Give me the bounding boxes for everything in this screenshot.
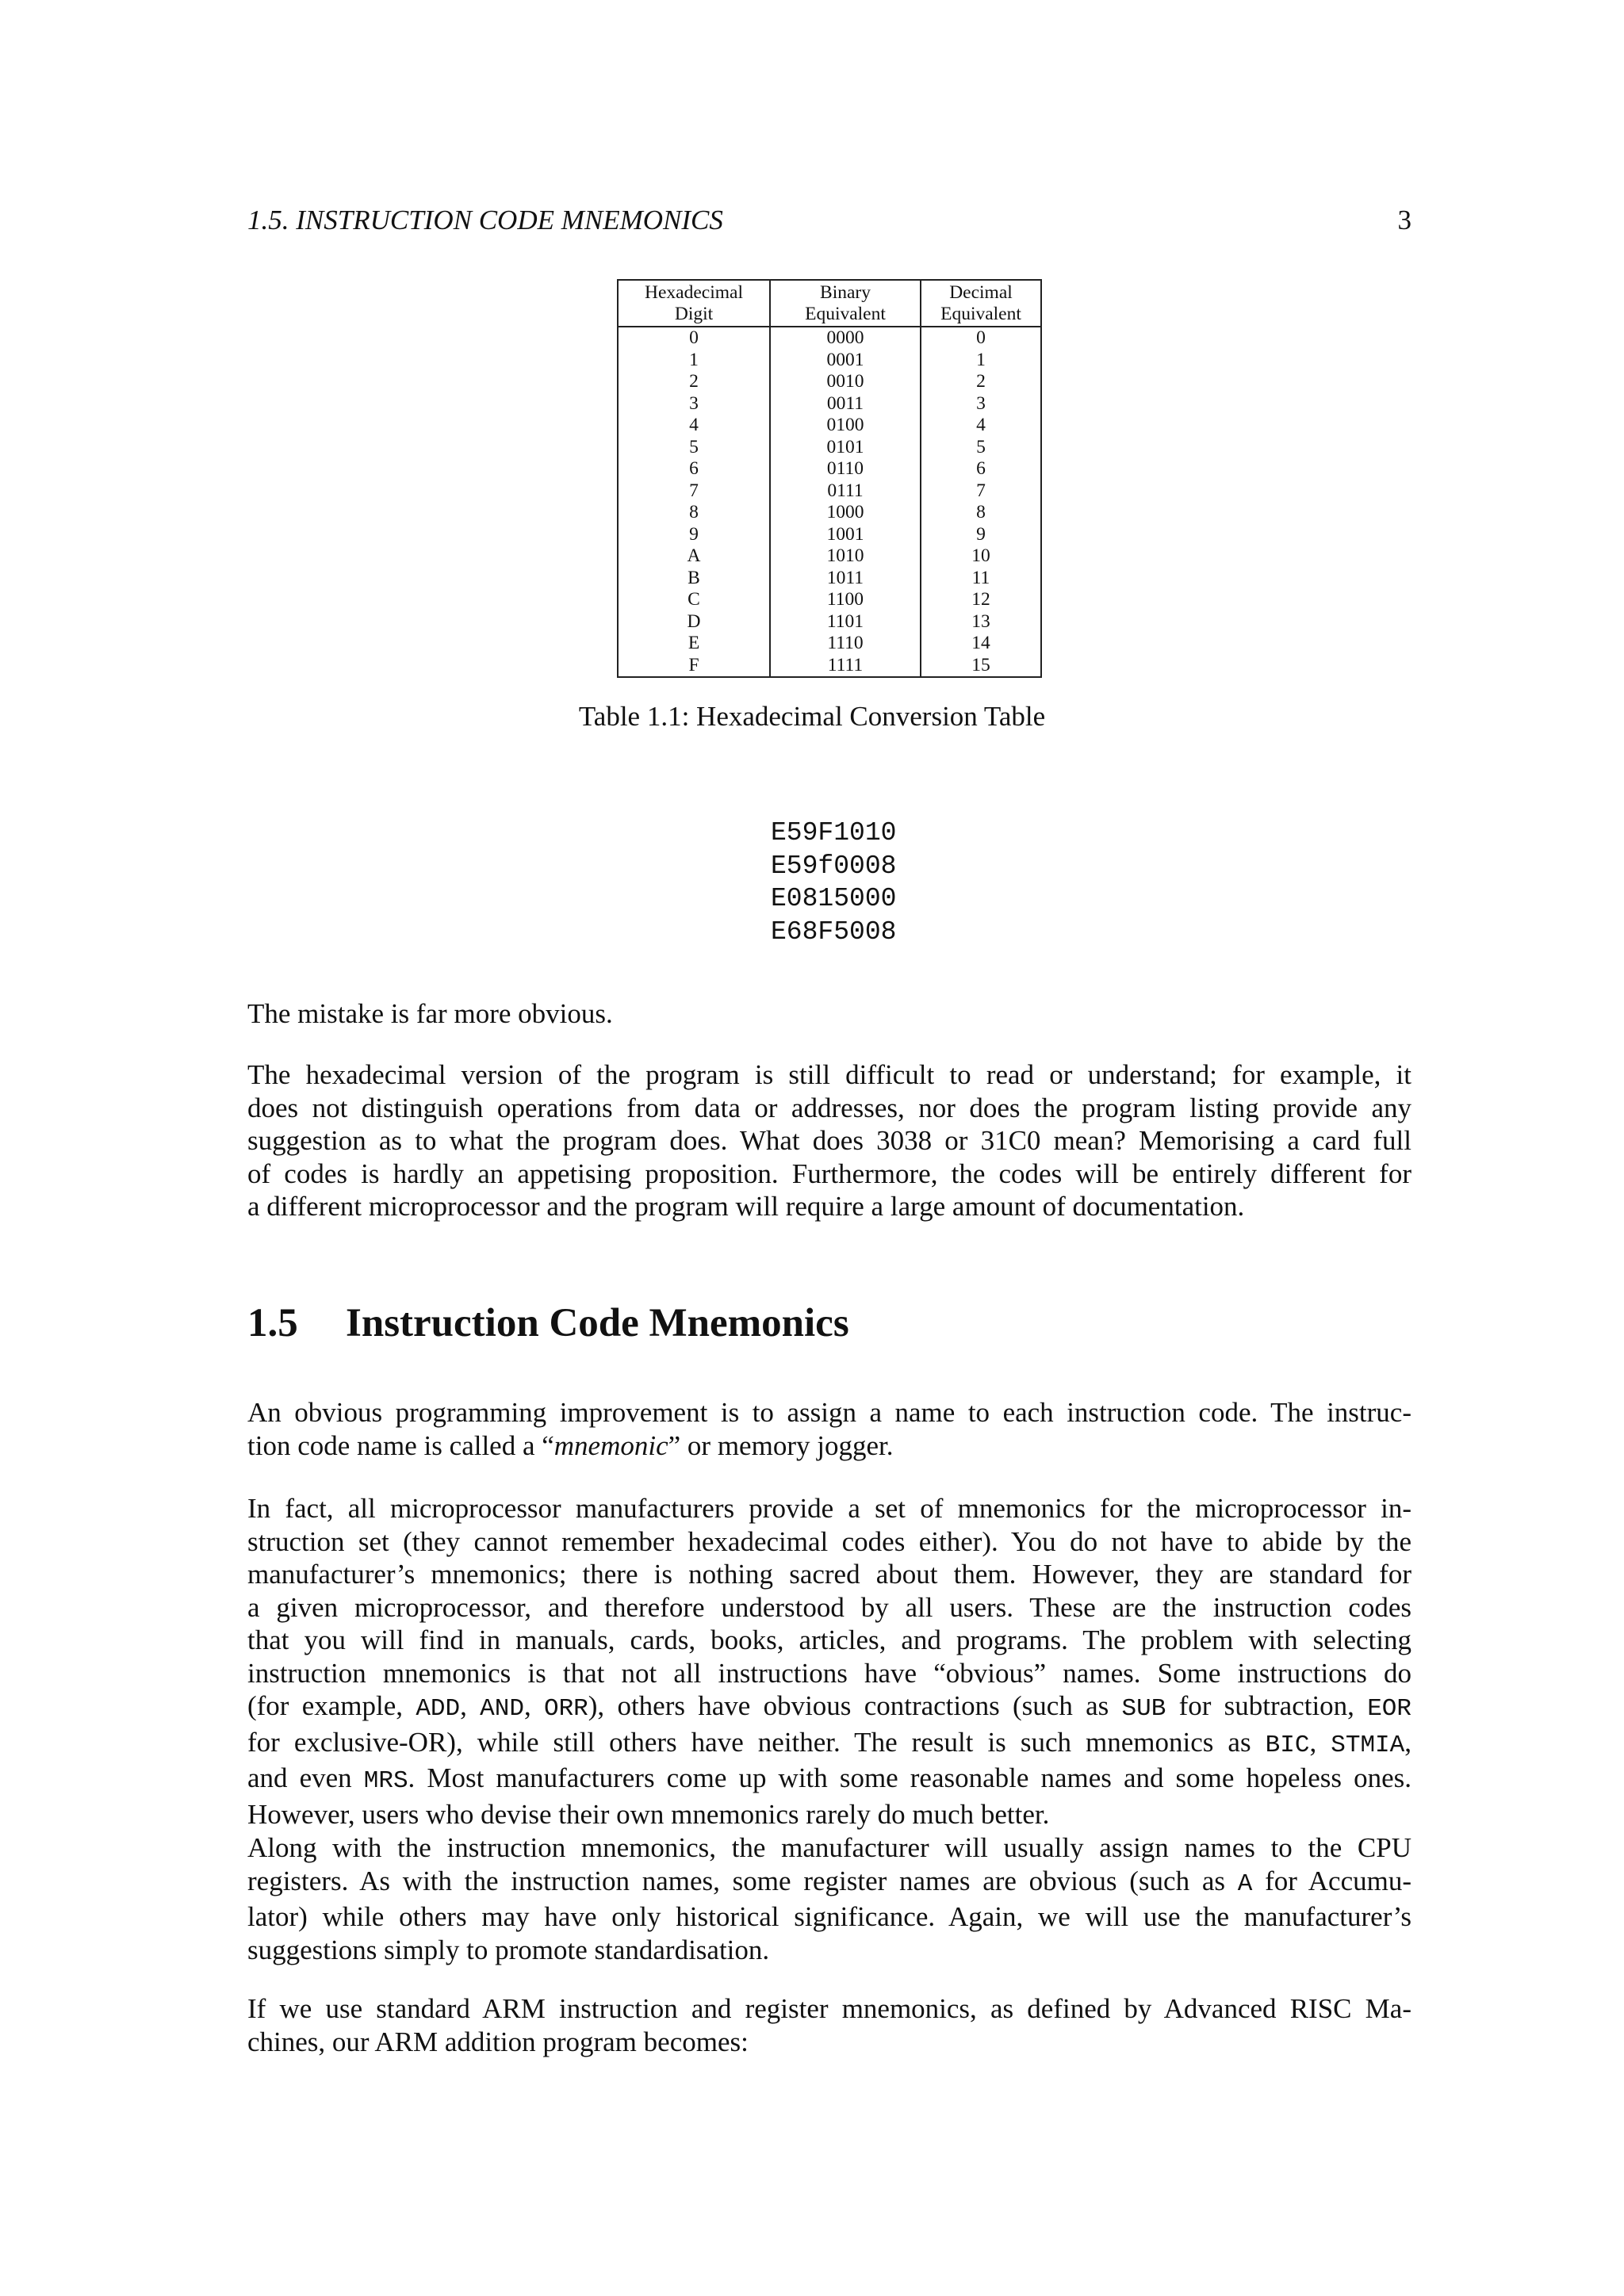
- paragraph-manufacturers: [247, 1492, 1411, 1831]
- register-a: A: [1237, 1869, 1253, 1898]
- text-line: However, users who devise their own mnemonics rarely do much better.: [247, 1798, 1050, 1830]
- table-row: [618, 655, 1041, 678]
- hex-digit-cell: 1: [618, 350, 770, 372]
- table-row: [618, 633, 1041, 655]
- mnemonic-stmia: STMIA: [1331, 1731, 1405, 1759]
- table-row: [618, 415, 1041, 437]
- binary-cell: 0111: [770, 480, 921, 503]
- table-row: [618, 371, 1041, 393]
- text-line: of codes is hardly an appetising proposition. Furthermore, the codes will be entirely different for: [247, 1158, 1411, 1189]
- section-number: 1.5: [247, 1301, 298, 1345]
- table-row: [618, 524, 1041, 546]
- mnemonic-orr: ORR: [543, 1695, 588, 1723]
- text-line: manufacturer’s mnemonics; there is nothing sacred about them. However, they are standard for: [247, 1559, 1411, 1590]
- decimal-cell: 13: [921, 611, 1041, 633]
- code-line: E0815000: [771, 884, 897, 913]
- hex-digit-cell: 8: [618, 502, 770, 524]
- text-line: (for example, ADD, AND, ORR), others have obvious contractions (such as SUB for subtraction, EOR: [247, 1690, 1412, 1723]
- decimal-cell: 15: [921, 655, 1041, 678]
- hex-digit-cell: 9: [618, 524, 770, 546]
- hex-digit-cell: 2: [618, 371, 770, 393]
- hex-digit-cell: C: [618, 589, 770, 611]
- mnemonic-mrs: MRS: [363, 1767, 408, 1795]
- text-line: If we use standard ARM instruction and register mnemonics, as defined by Advanced RISC Ma-: [247, 1993, 1411, 2024]
- hex-conversion-table-wrapper: [617, 279, 1042, 678]
- mnemonic-and: AND: [480, 1695, 524, 1723]
- table-row: [618, 458, 1041, 480]
- text-line: instruction mnemonics is that not all instructions have “obvious” names. Some instructions do: [247, 1657, 1411, 1689]
- text-line: a given microprocessor, and therefore understood by all users. These are the instruction codes: [247, 1591, 1411, 1623]
- paragraph-register-names: [247, 1831, 1411, 1966]
- mnemonic-add: ADD: [416, 1695, 461, 1723]
- hex-digit-cell: 3: [618, 393, 770, 415]
- table-row: [618, 545, 1041, 568]
- binary-cell: 0011: [770, 393, 921, 415]
- decimal-cell: 5: [921, 437, 1041, 459]
- table-row: [618, 502, 1041, 524]
- binary-cell: 1100: [770, 589, 921, 611]
- text-line: struction set (they cannot remember hexadecimal codes either). You do not have to abide by the: [247, 1525, 1411, 1557]
- hex-digit-cell: B: [618, 568, 770, 590]
- paragraph-mistake: [247, 997, 1411, 1031]
- header-hexadecimal-digit: Hexadecimal Digit: [618, 280, 770, 327]
- text-line: registers. As with the instruction names, some register names are obvious (such as A for Accumu-: [247, 1865, 1411, 1898]
- decimal-cell: 14: [921, 633, 1041, 655]
- paragraph-obvious-improvement: [247, 1396, 1411, 1462]
- binary-cell: 1101: [770, 611, 921, 633]
- hex-digit-cell: 4: [618, 415, 770, 437]
- text-line: Along with the instruction mnemonics, the manufacturer will usually assign names to the CPU: [247, 1832, 1411, 1863]
- binary-cell: 0100: [770, 415, 921, 437]
- decimal-cell: 2: [921, 371, 1041, 393]
- text-line: tion code name is called a “mnemonic” or memory jogger.: [247, 1429, 894, 1461]
- hex-digit-cell: E: [618, 633, 770, 655]
- hex-digit-cell: A: [618, 545, 770, 568]
- text-line: The hexadecimal version of the program is still difficult to read or understand; for example, it: [247, 1059, 1411, 1090]
- section-title: Instruction Code Mnemonics: [346, 1301, 849, 1345]
- text-line: suggestion as to what the program does. What does 3038 or 31C0 mean? Memorising a card full: [247, 1125, 1411, 1156]
- text-line: that you will find in manuals, cards, books, articles, and programs. The problem with selecting: [247, 1624, 1411, 1655]
- page-number: 3: [1397, 205, 1411, 235]
- binary-cell: 1111: [770, 655, 921, 678]
- section-heading: [247, 1300, 849, 1346]
- binary-cell: 0010: [770, 371, 921, 393]
- table-row: [618, 327, 1041, 350]
- table-row: [618, 611, 1041, 633]
- code-line: E59f0008: [771, 851, 897, 881]
- paragraph-hexadecimal-version: [247, 1058, 1411, 1223]
- text-line: In fact, all microprocessor manufacturers provide a set of mnemonics for the microprocessor in-: [247, 1493, 1411, 1524]
- text-line: The mistake is far more obvious.: [247, 998, 613, 1029]
- binary-cell: 1011: [770, 568, 921, 590]
- mnemonic-bic: BIC: [1265, 1731, 1310, 1759]
- text-line: and even MRS. Most manufacturers come up with some reasonable names and some hopeless ones.: [247, 1762, 1411, 1795]
- binary-cell: 1000: [770, 502, 921, 524]
- table-row: [618, 350, 1041, 372]
- decimal-cell: 7: [921, 480, 1041, 503]
- text-line: chines, our ARM addition program becomes:: [247, 2026, 749, 2057]
- table-body: [618, 327, 1041, 677]
- text-line: does not distinguish operations from data or addresses, nor does the program listing provide any: [247, 1092, 1411, 1123]
- binary-cell: 0000: [770, 327, 921, 350]
- hex-digit-cell: 0: [618, 327, 770, 350]
- decimal-cell: 6: [921, 458, 1041, 480]
- binary-cell: 0001: [770, 350, 921, 372]
- table-caption: Table 1.1: Hexadecimal Conversion Table: [578, 701, 1046, 732]
- decimal-cell: 11: [921, 568, 1041, 590]
- hex-conversion-table: [617, 279, 1042, 678]
- decimal-cell: 8: [921, 502, 1041, 524]
- mnemonic-sub: SUB: [1121, 1695, 1166, 1723]
- decimal-cell: 1: [921, 350, 1041, 372]
- text-line: for exclusive-OR), while still others have neither. The result is such mnemonics as BIC, STMIA,: [247, 1726, 1411, 1759]
- decimal-cell: 9: [921, 524, 1041, 546]
- table-row: [618, 568, 1041, 590]
- hex-digit-cell: F: [618, 655, 770, 678]
- text-line: lator) while others may have only historical significance. Again, we will use the manufacturer’s: [247, 1901, 1411, 1932]
- decimal-cell: 4: [921, 415, 1041, 437]
- decimal-cell: 12: [921, 589, 1041, 611]
- decimal-cell: 0: [921, 327, 1041, 350]
- decimal-cell: 3: [921, 393, 1041, 415]
- binary-cell: 0101: [770, 437, 921, 459]
- hex-digit-cell: D: [618, 611, 770, 633]
- paragraph-arm-program: [247, 1992, 1411, 2058]
- text-line: An obvious programming improvement is to assign a name to each instruction code. The instruc-: [247, 1397, 1411, 1428]
- hex-code-listing: [771, 817, 896, 948]
- running-head-title: 1.5. INSTRUCTION CODE MNEMONICS: [247, 205, 723, 235]
- mnemonic-eor: EOR: [1367, 1695, 1412, 1723]
- running-head: [247, 205, 1411, 236]
- decimal-cell: 10: [921, 545, 1041, 568]
- table-row: [618, 393, 1041, 415]
- binary-cell: 1001: [770, 524, 921, 546]
- text-line: suggestions simply to promote standardisation.: [247, 1934, 770, 1965]
- header-binary-equivalent: Binary Equivalent: [770, 280, 921, 327]
- header-decimal-equivalent: Decimal Equivalent: [921, 280, 1041, 327]
- binary-cell: 0110: [770, 458, 921, 480]
- binary-cell: 1110: [770, 633, 921, 655]
- table-header-row: [618, 280, 1041, 327]
- text-line: a different microprocessor and the program will require a large amount of documentation.: [247, 1191, 1245, 1222]
- table-row: [618, 437, 1041, 459]
- table-row: [618, 589, 1041, 611]
- table-row: [618, 480, 1041, 503]
- hex-digit-cell: 6: [618, 458, 770, 480]
- code-line: E59F1010: [771, 818, 897, 848]
- hex-digit-cell: 7: [618, 480, 770, 503]
- code-line: E68F5008: [771, 916, 897, 947]
- binary-cell: 1010: [770, 545, 921, 568]
- mnemonic-term: mnemonic: [553, 1429, 668, 1461]
- hex-digit-cell: 5: [618, 437, 770, 459]
